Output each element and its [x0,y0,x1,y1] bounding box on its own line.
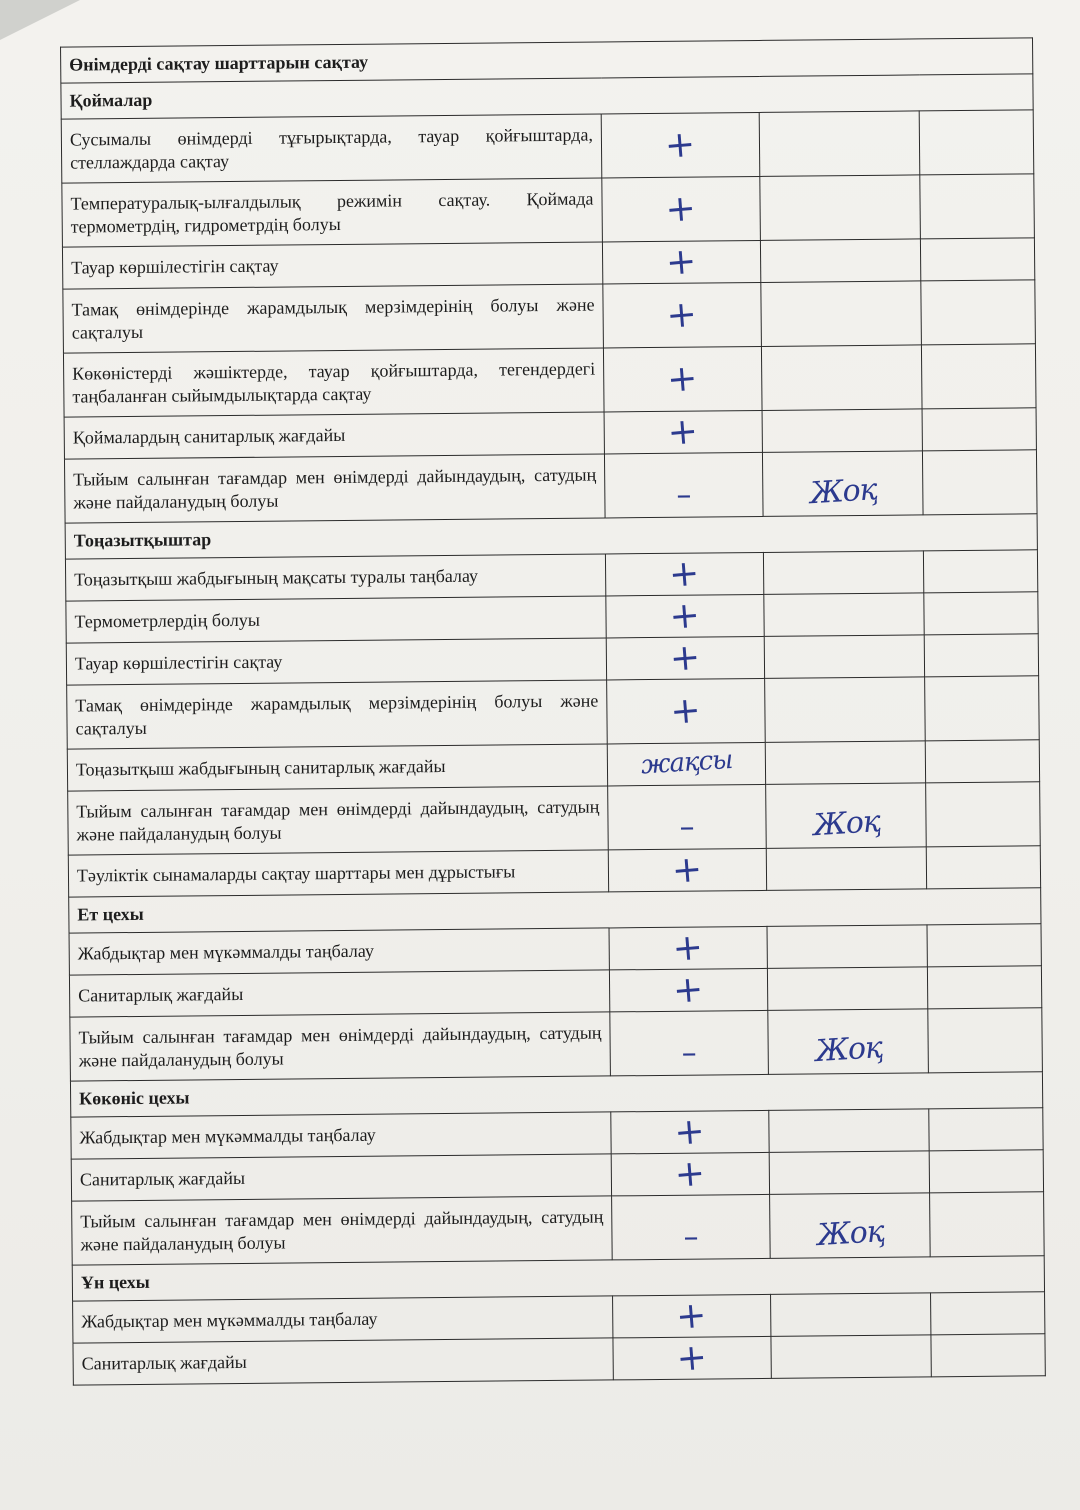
handwritten-note: Жоқ [814,1030,884,1070]
note-cell [769,1151,929,1195]
assessment-cell [608,784,767,850]
checklist-row [68,782,1041,855]
checklist-table-body [61,38,1046,1385]
empty-cell [922,450,1037,515]
handwritten-plus-mark: + [673,1110,707,1154]
checklist-row [63,344,1036,417]
note-cell [766,783,927,849]
checklist-row [70,1008,1043,1081]
assessment-cell [607,678,766,744]
section-title: Ет цехы [69,888,1041,933]
checklist-row [64,450,1037,523]
handwritten-minus-mark: – [683,1219,699,1255]
section-title: Тоңазытқыштар [65,514,1037,559]
empty-cell [920,238,1034,281]
criterion-label: Тәуліктік сынамаларды сақтау шарттары мен дұрыстығы [68,850,608,897]
assessment-cell [602,240,760,284]
empty-cell [924,634,1038,677]
criterion-label: Тоңазытқыш жабдығының санитарлық жағдайы [67,744,607,791]
handwritten-note: Жоқ [816,1214,885,1254]
page-corner-shadow [0,0,80,40]
criterion-label: Тамақ өнімдерінде жарамдылық мерзімдерінің болуы және сақталуы [67,680,608,749]
assessment-cell [606,594,764,638]
empty-cell [931,1334,1045,1377]
handwritten-plus-mark: + [664,187,698,231]
checklist-sheet [60,37,1046,1506]
handwritten-note: Жоқ [808,472,878,512]
checklist-row [73,1334,1045,1385]
note-cell [767,925,927,969]
note-cell [759,111,920,177]
empty-cell [924,592,1038,635]
note-cell [760,175,921,241]
handwritten-assessment-word: жақсы [639,744,733,781]
assessment-cell [603,282,762,348]
note-cell [770,1193,931,1259]
handwritten-minus-mark: – [676,477,692,513]
handwritten-plus-mark: + [673,1152,707,1196]
note-cell [766,847,926,891]
empty-cell [927,924,1041,967]
handwritten-plus-mark: + [675,1336,709,1380]
assessment-cell [609,968,767,1012]
handwritten-plus-mark: + [666,410,700,454]
criterion-label: Санитарлық жағдайы [73,1338,613,1385]
note-cell [762,409,922,453]
note-cell [761,281,922,347]
assessment-cell [606,636,764,680]
handwritten-plus-mark: + [668,636,703,680]
assessment-cell [608,848,766,892]
criterion-label: Жабдықтар мен мүкәммалды таңбалау [73,1296,613,1343]
criterion-label: Тоңазытқыш жабдығының мақсаты туралы таңбалау [65,554,605,601]
note-cell [761,345,922,411]
criterion-label: Тыйым салынған тағамдар мен өнімдерді дайындаудың, сатудың және пайдаланудың болуы [72,1196,613,1265]
checklist-row [67,676,1040,749]
handwritten-plus-mark: + [671,926,705,970]
empty-cell [926,782,1041,847]
section-title: Ұн цехы [72,1256,1044,1301]
assessment-cell [609,926,767,970]
note-cell [767,967,927,1011]
note-cell [771,1335,931,1379]
note-cell [769,1109,929,1153]
empty-cell [920,174,1035,239]
empty-cell [922,408,1036,451]
handwritten-plus-mark: + [666,357,700,401]
handwritten-plus-mark: + [664,240,699,284]
empty-cell [928,1008,1043,1073]
criterion-label: Температуралық-ылғалдылық режимін сақтау. Қоймада термометрдің, гидрометрдің болуы [62,178,603,247]
checklist-row [62,174,1035,247]
note-cell [762,451,923,517]
section-title: Қоймалар [61,74,1033,119]
note-cell [764,635,924,679]
empty-cell [921,344,1036,409]
criterion-label: Тауар көршілестігін сақтау [62,242,602,289]
handwritten-plus-mark: + [669,689,703,733]
assessment-cell [610,1010,769,1076]
criterion-label: Сусымалы өнімдерді тұғырықтарда, тауар қойғыштарда, стеллаждарда сақтау [61,114,602,183]
assessment-cell [613,1294,771,1338]
section-title: Өнімдерді сақтау шарттарын сақтау [61,38,1033,83]
empty-cell [929,1150,1043,1193]
note-cell [760,239,920,283]
note-cell [768,1009,929,1075]
handwritten-plus-mark: + [675,1294,709,1338]
criterion-label: Тыйым салынған тағамдар мен өнімдерді дайындаудың, сатудың және пайдаланудың болуы [70,1012,611,1081]
criterion-label: Жабдықтар мен мүкәммалды таңбалау [69,928,609,975]
assessment-cell [611,1110,769,1154]
criterion-label: Санитарлық жағдайы [71,1154,611,1201]
criterion-label: Тамақ өнімдерінде жарамдылық мерзімдерінің болуы және сақталуы [63,284,604,353]
assessment-cell [604,452,763,518]
empty-cell [925,740,1039,783]
criterion-label: Термометрлердің болуы [66,596,606,643]
criterion-label: Көкөністерді жәшіктерде, тауар қойғыштарда, тегендердегі таңбаланған сыйымдылықтарда сақтау [63,348,604,417]
checklist-row [72,1192,1045,1265]
empty-cell [927,966,1041,1009]
handwritten-note: Жоқ [812,804,882,844]
criterion-label: Санитарлық жағдайы [69,970,609,1017]
criterion-label: Жабдықтар мен мүкәммалды таңбалау [71,1112,611,1159]
empty-cell [926,846,1040,889]
note-cell [765,677,926,743]
empty-cell [931,1292,1045,1335]
empty-cell [925,676,1040,741]
criterion-label: Тыйым салынған тағамдар мен өнімдерді дайындаудың, сатудың және пайдаланудың болуы [64,454,605,523]
assessment-cell [607,742,765,786]
note-cell [771,1293,931,1337]
handwritten-plus-mark: + [667,552,702,596]
handwritten-minus-mark: – [681,1035,697,1071]
assessment-cell [603,346,762,412]
assessment-cell [601,112,760,178]
handwritten-plus-mark: + [668,594,702,638]
note-cell [764,593,924,637]
criterion-label: Тыйым салынған тағамдар мен өнімдерді дайындаудың, сатудың және пайдаланудың болуы [68,786,609,855]
assessment-cell [612,1194,771,1260]
checklist-row [61,110,1034,183]
section-title: Көкөніс цехы [70,1072,1042,1117]
empty-cell [930,1192,1045,1257]
handwritten-plus-mark: + [665,293,699,337]
note-cell [763,551,923,595]
empty-cell [929,1108,1043,1151]
handwritten-plus-mark: + [670,848,705,892]
criterion-label: Қоймалардың санитарлық жағдайы [64,412,604,459]
empty-cell [919,110,1034,175]
handwritten-plus-mark: + [663,123,698,167]
empty-cell [923,550,1037,593]
handwritten-plus-mark: + [671,968,706,1012]
assessment-cell [611,1152,769,1196]
empty-cell [921,280,1036,345]
checklist-table [60,37,1046,1385]
criterion-label: Тауар көршілестігін сақтау [66,638,606,685]
assessment-cell [602,176,761,242]
assessment-cell [613,1336,771,1380]
handwritten-minus-mark: – [679,809,695,845]
assessment-cell [605,552,763,596]
checklist-row [63,280,1036,353]
assessment-cell [604,410,762,454]
note-cell [765,741,925,785]
